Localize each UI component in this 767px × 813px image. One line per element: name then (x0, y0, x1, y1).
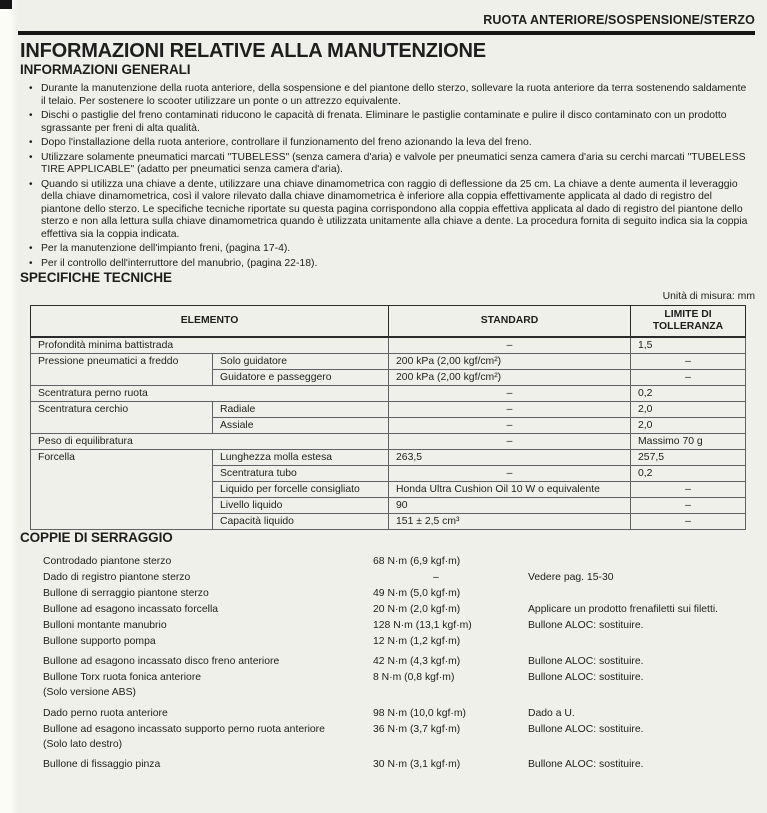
torque-label: Bullone supporto pompa (43, 636, 156, 647)
spec-element-cell: Pressione pneumatici a freddo (31, 354, 213, 386)
spec-standard-cell: 200 kPa (2,00 kgf/cm²) (389, 370, 631, 386)
torque-row (43, 570, 755, 586)
spec-limit-cell: – (631, 514, 746, 530)
spec-subelement-cell: Livello liquido (213, 498, 389, 514)
bullet-item (28, 137, 750, 150)
spec-limit-cell: – (631, 370, 746, 386)
bullet-item (28, 258, 750, 271)
torque-row (43, 618, 755, 634)
bullet-marker: • (29, 178, 33, 190)
torque-note: Bullone ALOC: sostituire. (528, 672, 644, 683)
torque-value: 49 N·m (5,0 kgf·m) (373, 588, 461, 599)
bullet-marker: • (29, 243, 33, 254)
header-rule (18, 31, 755, 35)
torque-value: 36 N·m (3,7 kgf·m) (373, 723, 461, 735)
spec-subelement-cell: Guidatore e passeggero (213, 370, 389, 386)
torque-row (43, 586, 755, 602)
bullet-text: Per la manutenzione dell'impianto freni, (pagina 17-4). (41, 243, 291, 254)
table-header-row (31, 306, 746, 338)
bullet-item (28, 179, 750, 242)
bullet-item (28, 243, 750, 256)
col-header-limite: LIMITE DI TOLLERANZA (631, 306, 746, 338)
torque-label: Dado perno ruota anteriore (43, 707, 168, 719)
bullet-text: Quando si utilizza una chiave a dente, utilizzare una chiave dinamometrica con raggio di deflessione da 25 cm. La chiave a dente aumenta il leveraggio della chiave dinamometrica, così il valore rilevato dalla chiave dinamometrica è inferiore alla coppia effettivamente applicata al dado di registro del piantone dello sterzo. Le specifiche tecniche riportate su questa pagina corrispondono alla coppia effettiva applicata al dado di registro del piantone dello sterzo e non alla lettura sulla chiave dinamometrica quando è utilizzata unitamente alla chiave a dente. La procedura fornita di seguito indica sia la coppia effettiva sia la coppia indicata. (41, 178, 748, 240)
section-heading-specs: SPECIFICHE TECNICHE (20, 270, 172, 285)
spec-standard-cell: – (389, 418, 631, 434)
torque-row (43, 654, 755, 670)
torque-value: 98 N·m (10,0 kgf·m) (373, 707, 466, 719)
table-row (31, 402, 746, 418)
torque-list (43, 554, 755, 773)
torque-label-qualifier: (Solo lato destro) (43, 738, 123, 750)
spec-limit-cell: – (631, 498, 746, 514)
bullet-marker: • (29, 110, 33, 121)
table-row (31, 386, 746, 402)
torque-note: Dado a U. (528, 707, 575, 719)
col-header-elemento: ELEMENTO (31, 306, 389, 338)
torque-label: Controdado piantone sterzo (43, 556, 172, 567)
torque-value: 12 N·m (1,2 kgf·m) (373, 636, 461, 647)
torque-label: Bullone di fissaggio pinza (43, 759, 161, 770)
spec-standard-cell: – (389, 402, 631, 418)
torque-row (43, 602, 755, 618)
bullet-text: Durante la manutenzione della ruota anteriore, della sospensione e del piantone dello sterzo, sollevare la ruota anteriore da terra sostenendo saldamente il telaio. Per sostenere lo scooter utilizzare un ponte o un attrezzo equivalente. (41, 83, 747, 107)
bullet-item (28, 152, 750, 177)
torque-row (43, 670, 755, 702)
spec-limit-cell: Massimo 70 g (631, 434, 746, 450)
spec-subelement-cell: Liquido per forcelle consigliato (213, 482, 389, 498)
specs-table (30, 305, 746, 530)
spec-element-cell: Peso di equilibratura (31, 434, 389, 450)
page-title: INFORMAZIONI RELATIVE ALLA MANUTENZIONE (20, 40, 486, 62)
spec-limit-cell: 257,5 (631, 450, 746, 466)
bullet-marker: • (29, 257, 33, 269)
spec-standard-cell: 151 ± 2,5 cm³ (389, 514, 631, 530)
torque-value: 128 N·m (13,1 kgf·m) (373, 620, 472, 631)
spec-limit-cell: – (631, 482, 746, 498)
spec-element-cell: Forcella (31, 450, 213, 530)
torque-label: Bullone ad esagono incassato forcella (43, 604, 219, 615)
spec-element-cell: Scentratura cerchio (31, 402, 213, 434)
torque-value: 20 N·m (2,0 kgf·m) (373, 604, 461, 615)
bullet-text: Dopo l'installazione della ruota anteriore, controllare il funzionamento del freno azionando la leva del freno. (41, 137, 532, 148)
col-header-standard: STANDARD (389, 306, 631, 338)
spec-subelement-cell: Assiale (213, 418, 389, 434)
spec-standard-cell: – (389, 466, 631, 482)
torque-value: 42 N·m (4,3 kgf·m) (373, 656, 461, 667)
spec-standard-cell: 200 kPa (2,00 kgf/cm²) (389, 354, 631, 370)
spec-subelement-cell: Lunghezza molla estesa (213, 450, 389, 466)
torque-note: Bullone ALOC: sostituire. (528, 759, 644, 770)
spec-subelement-cell: Capacità liquido (213, 514, 389, 530)
torque-label: Bullone di serraggio piantone sterzo (43, 588, 209, 599)
spec-element-cell: Scentratura perno ruota (31, 386, 389, 402)
spec-standard-cell: – (389, 386, 631, 402)
torque-value: 30 N·m (3,1 kgf·m) (373, 759, 461, 770)
bullet-marker: • (29, 137, 33, 148)
torque-note: Bullone ALOC: sostituire. (528, 656, 644, 667)
torque-note: Applicare un prodotto frenafiletti sui filetti. (528, 604, 719, 615)
spec-standard-cell: – (389, 434, 631, 450)
spec-limit-cell: 0,2 (631, 466, 746, 482)
torque-row (43, 634, 755, 650)
torque-value: 68 N·m (6,9 kgf·m) (373, 556, 461, 567)
spec-subelement-cell: Radiale (213, 402, 389, 418)
spec-limit-cell: 1,5 (631, 337, 746, 354)
bullet-marker: • (29, 151, 33, 163)
bullet-text: Per il controllo dell'interruttore del manubrio, (pagina 22-18). (41, 257, 318, 269)
torque-label-text: Bullone Torx ruota fonica anteriore (43, 672, 202, 683)
torque-label (43, 722, 373, 754)
scan-artifact (0, 0, 12, 9)
general-bullet-list (28, 83, 750, 270)
spec-limit-cell: – (631, 354, 746, 370)
spec-standard-cell: 90 (389, 498, 631, 514)
torque-note: Bullone ALOC: sostituire. (528, 723, 644, 735)
table-row (31, 354, 746, 370)
spec-limit-cell: 2,0 (631, 418, 746, 434)
chapter-header: RUOTA ANTERIORE/SOSPENSIONE/STERZO (483, 13, 755, 27)
torque-label-text: Bullone ad esagono incassato supporto perno ruota anteriore (43, 723, 325, 735)
torque-row (43, 706, 755, 722)
torque-label: Bullone ad esagono incassato disco freno anteriore (43, 656, 280, 667)
spec-subelement-cell: Scentratura tubo (213, 466, 389, 482)
torque-label (43, 670, 373, 702)
torque-label: Dado di registro piantone sterzo (43, 572, 191, 583)
bullet-item (28, 83, 750, 108)
section-heading-torques: COPPIE DI SERRAGGIO (20, 530, 173, 545)
spec-standard-cell: – (389, 337, 631, 354)
spec-limit-cell: 2,0 (631, 402, 746, 418)
spec-subelement-cell: Solo guidatore (213, 354, 389, 370)
bullet-text: Dischi o pastiglie del freno contaminati riducono le capacità di frenata. Eliminare le pastiglie contaminate e pulire il disco contaminato con un prodotto sgrassante per freni di alta qualità. (41, 110, 727, 134)
table-row (31, 450, 746, 466)
torque-row (43, 757, 755, 773)
unit-note: Unità di misura: mm (662, 291, 755, 302)
torque-note: Vedere pag. 15-30 (528, 572, 614, 583)
spec-element-cell: Profondità minima battistrada (31, 337, 389, 354)
torque-note: Bullone ALOC: sostituire. (528, 620, 644, 631)
torque-value: – (433, 572, 439, 583)
torque-value: 8 N·m (0,8 kgf·m) (373, 672, 455, 683)
spec-limit-cell: 0,2 (631, 386, 746, 402)
torque-label: Bulloni montante manubrio (43, 620, 167, 631)
section-heading-general: INFORMAZIONI GENERALI (20, 62, 191, 77)
torque-row (43, 554, 755, 570)
bullet-item (28, 110, 750, 135)
torque-row (43, 722, 755, 754)
spec-standard-cell: 263,5 (389, 450, 631, 466)
bullet-text: Utilizzare solamente pneumatici marcati "TUBELESS" (senza camera d'aria) e valvole per pneumatici senza camera d'aria su cerchi marcati "TUBELESS TIRE APPLICABLE" (adatto per pneumatici senza camera d'aria). (41, 151, 746, 175)
table-row (31, 337, 746, 354)
torque-label-qualifier: (Solo versione ABS) (43, 687, 136, 698)
bullet-marker: • (29, 83, 33, 94)
table-row (31, 434, 746, 450)
spec-standard-cell: Honda Ultra Cushion Oil 10 W o equivalente (389, 482, 631, 498)
